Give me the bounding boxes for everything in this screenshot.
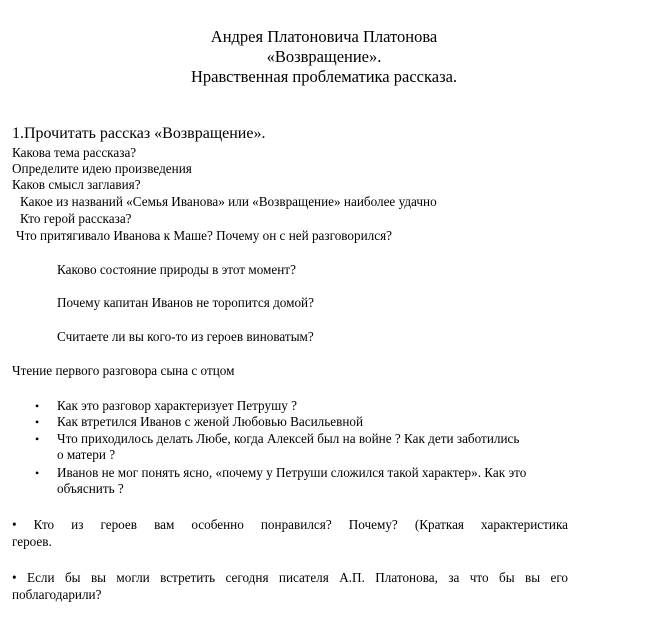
bullet-item-continuation: о матери ? bbox=[57, 447, 116, 462]
title-author: Андрея Платоновича Платонова bbox=[210, 27, 438, 46]
bullet-marker: • bbox=[35, 415, 40, 429]
closing-question-thanks-line1: • Если бы вы могли встретить сегодня писателя А.П. Платонова, за что бы вы его bbox=[12, 570, 568, 585]
section1-heading: 1.Прочитать рассказ «Возвращение». bbox=[12, 125, 266, 142]
bullet-marker: • bbox=[35, 466, 40, 480]
bullet-marker: • bbox=[35, 399, 40, 413]
closing-question-thanks bbox=[12, 569, 568, 603]
closing-question-thanks-line2: поблагодарили? bbox=[12, 587, 102, 602]
question-nature: Каково состояние природы в этот момент? bbox=[57, 262, 296, 277]
question-masha: Что притягивало Иванова к Маше? Почему он с ней разговорился? bbox=[16, 228, 393, 243]
title-work: «Возвращение». bbox=[266, 47, 382, 66]
closing-question-favorite-line1: • Кто из героев вам особенно понравился? Почему? (Краткая характеристика bbox=[12, 517, 568, 532]
title-subtitle: Нравственная проблематика рассказа. bbox=[190, 67, 458, 86]
closing-question-favorite-line2: героев. bbox=[12, 534, 52, 549]
question-captain: Почему капитан Иванов не торопится домой? bbox=[57, 295, 314, 310]
question-title-meaning: Каков смысл заглавия? bbox=[12, 177, 141, 192]
bullet-item-continuation: объяснить ? bbox=[57, 481, 124, 496]
question-title-choice: Какое из названий «Семья Иванова» или «Возвращение» наиболее удачно bbox=[20, 194, 437, 209]
question-theme: Какова тема рассказа? bbox=[12, 145, 137, 160]
bullet-marker: • bbox=[35, 432, 40, 446]
question-guilty: Считаете ли вы кого-то из героев виноватым? bbox=[57, 329, 314, 344]
question-idea: Определите идею произведения bbox=[12, 161, 192, 176]
bullet-item: Как втретился Иванов с женой Любовью Васильевной bbox=[57, 414, 364, 429]
bullet-item: Иванов не мог понять ясно, «почему у Петруши сложился такой характер». Как это bbox=[57, 465, 527, 480]
closing-question-favorite bbox=[12, 516, 568, 550]
section2-heading: Чтение первого разговора сына с отцом bbox=[12, 363, 235, 378]
question-hero: Кто герой рассказа? bbox=[20, 211, 132, 226]
bullet-item: Как это разговор характеризует Петрушу ? bbox=[57, 398, 297, 413]
bullet-item: Что приходилось делать Любе, когда Алексей был на войне ? Как дети заботились bbox=[57, 431, 520, 446]
